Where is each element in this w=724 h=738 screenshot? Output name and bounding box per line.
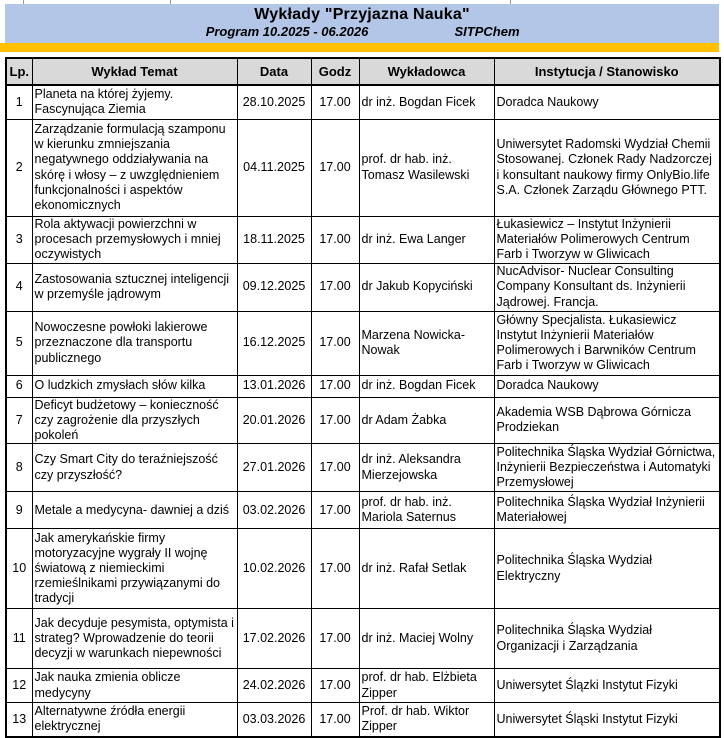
- cell-data: 24.02.2026: [237, 669, 311, 703]
- cell-lp: 5: [6, 311, 32, 375]
- column-header-wykladowca: Wykładowca: [359, 58, 494, 85]
- cell-data: 18.11.2025: [237, 216, 311, 263]
- table-row: [6, 444, 720, 492]
- cell-temat: Nowoczesne powłoki lakierowe przeznaczone dla transportu publicznego: [32, 311, 237, 375]
- cell-data: 16.12.2025: [237, 311, 311, 375]
- cell-godz: 17.00: [311, 444, 359, 492]
- cell-lp: 6: [6, 375, 32, 397]
- cell-godz: 17.00: [311, 397, 359, 444]
- cell-data: 28.10.2025: [237, 85, 311, 119]
- cell-wykladowca: dr inż. Bogdan Ficek: [359, 375, 494, 397]
- cell-temat: Jak nauka zmienia oblicze medycyny: [32, 669, 237, 703]
- cell-wykladowca: Marzena Nowicka-Nowak: [359, 311, 494, 375]
- cell-wykladowca: prof. dr hab. inż. Tomasz Wasilewski: [359, 119, 494, 216]
- cell-wykladowca: prof. dr hab. Elżbieta Zipper: [359, 669, 494, 703]
- organization-name: SITPChem: [454, 24, 520, 39]
- title-banner: [5, 4, 719, 43]
- table-row: [6, 119, 720, 216]
- cell-instytucja: Politechnika Śląska Wydział Górnictwa, Inżynierii Bezpieczeństwa i Automatyki Przemysłowej: [494, 444, 720, 492]
- table-row: [6, 492, 720, 529]
- page-title: Wykłady "Przyjazna Nauka": [254, 6, 470, 23]
- column-header-temat: Wykład Temat: [32, 58, 237, 85]
- table-row: [6, 375, 720, 397]
- column-header-data: Data: [237, 58, 311, 85]
- cell-wykladowca: Prof. dr hab. Wiktor Zipper: [359, 703, 494, 737]
- cell-lp: 4: [6, 263, 32, 311]
- cell-wykladowca: dr Adam Żabka: [359, 397, 494, 444]
- cell-temat: Rola aktywacji powierzchni w procesach przemysłowych i mniej oczywistych: [32, 216, 237, 263]
- cell-instytucja: Uniwersytet Śląski Instytut Fizyki: [494, 703, 720, 737]
- cell-lp: 8: [6, 444, 32, 492]
- cell-instytucja: Akademia WSB Dąbrowa Górnicza Prodziekan: [494, 397, 720, 444]
- cell-instytucja: Główny Specjalista. Łukasiewicz Instytut Inżynierii Materiałów Polimerowych i Barwników Centrum Farb i Tworzyw w Gliwicach: [494, 311, 720, 375]
- cell-data: 03.03.2026: [237, 703, 311, 737]
- table-row: [6, 703, 720, 737]
- cell-lp: 12: [6, 669, 32, 703]
- cell-data: 10.02.2026: [237, 529, 311, 609]
- cell-wykladowca: dr inż. Maciej Wolny: [359, 609, 494, 669]
- cell-lp: 9: [6, 492, 32, 529]
- cell-temat: Jak amerykańskie firmy motoryzacyjne wygrały II wojnę światową z niemieckimi rzemieślnikami przywiązanymi do tradycji: [32, 529, 237, 609]
- cell-temat: O ludzkich zmysłach słów kilka: [32, 375, 237, 397]
- cell-wykladowca: prof. dr hab. inż. Mariola Saternus: [359, 492, 494, 529]
- cell-wykladowca: dr inż. Aleksandra Mierzejowska: [359, 444, 494, 492]
- table-row: [6, 216, 720, 263]
- cell-instytucja: Uniwersytet Radomski Wydział Chemii Stosowanej. Członek Rady Nadzorczej i konsultant naukowy firmy OnlyBio.life S.A. Członek Zarządu Głównego PTT.: [494, 119, 720, 216]
- table-row: [6, 263, 720, 311]
- cell-temat: Zastosowania sztucznej inteligencji w przemyśle jądrowym: [32, 263, 237, 311]
- cell-data: 27.01.2026: [237, 444, 311, 492]
- column-header-lp: Lp.: [6, 58, 32, 85]
- cell-godz: 17.00: [311, 263, 359, 311]
- cell-lp: 11: [6, 609, 32, 669]
- cell-temat: Zarządzanie formulacją szamponu w kierunku zmniejszania negatywnego oddziaływania na skórę i włosy – z uwzględnieniem funkcjonalności i aspektów ekonomicznych: [32, 119, 237, 216]
- cell-instytucja: Łukasiewicz – Instytut Inżynierii Materiałów Polimerowych Centrum Farb i Tworzyw w Gliwicach: [494, 216, 720, 263]
- table-row: [6, 311, 720, 375]
- cell-instytucja: Doradca Naukowy: [494, 85, 720, 119]
- accent-bar: [0, 43, 719, 52]
- cell-instytucja: Uniwersytet Ślązki Instytut Fizyki: [494, 669, 720, 703]
- table-row: [6, 397, 720, 444]
- cell-temat: Alternatywne źródła energii elektrycznej: [32, 703, 237, 737]
- table-row: [6, 529, 720, 609]
- cell-instytucja: Politechnika Śląska Wydział Elektryczny: [494, 529, 720, 609]
- cell-lp: 7: [6, 397, 32, 444]
- schedule-table: [5, 57, 721, 738]
- column-header-instytucja: Instytucja / Stanowisko: [494, 58, 720, 85]
- cell-instytucja: Doradca Naukowy: [494, 375, 720, 397]
- cell-instytucja: NucAdvisor- Nuclear Consulting Company Konsultant ds. Inżynierii Jądrowej. Francja.: [494, 263, 720, 311]
- cell-wykladowca: dr inż. Rafał Setlak: [359, 529, 494, 609]
- cell-lp: 3: [6, 216, 32, 263]
- cell-wykladowca: dr inż. Ewa Langer: [359, 216, 494, 263]
- cell-lp: 2: [6, 119, 32, 216]
- cell-godz: 17.00: [311, 216, 359, 263]
- cell-temat: Planeta na której żyjemy. Fascynująca Ziemia: [32, 85, 237, 119]
- cell-godz: 17.00: [311, 529, 359, 609]
- banner-subtitle: [5, 24, 719, 42]
- cell-data: 09.12.2025: [237, 263, 311, 311]
- cell-data: 03.02.2026: [237, 492, 311, 529]
- cell-instytucja: Politechnika Śląska Wydział Organizacji i Zarządzania: [494, 609, 720, 669]
- schedule-table-header: [6, 58, 720, 85]
- cell-godz: 17.00: [311, 85, 359, 119]
- cell-wykladowca: dr inż. Bogdan Ficek: [359, 85, 494, 119]
- cell-godz: 17.00: [311, 609, 359, 669]
- cell-godz: 17.00: [311, 703, 359, 737]
- cell-temat: Deficyt budżetowy – konieczność czy zagrożenie dla przyszłych pokoleń: [32, 397, 237, 444]
- column-header-godz: Godz: [311, 58, 359, 85]
- cell-godz: 17.00: [311, 669, 359, 703]
- cell-instytucja: Politechnika Śląska Wydział Inżynierii Materiałowej: [494, 492, 720, 529]
- cell-temat: Metale a medycyna- dawniej a dziś: [32, 492, 237, 529]
- cell-godz: 17.00: [311, 311, 359, 375]
- program-date-range: Program 10.2025 - 06.2026: [205, 24, 369, 39]
- schedule-table-body: [6, 85, 720, 737]
- cell-godz: 17.00: [311, 119, 359, 216]
- header-row: [6, 58, 720, 85]
- table-row: [6, 669, 720, 703]
- cell-godz: 17.00: [311, 492, 359, 529]
- cell-temat: Czy Smart City do teraźniejszość czy przyszłość?: [32, 444, 237, 492]
- cell-lp: 1: [6, 85, 32, 119]
- cell-temat: Jak decyduje pesymista, optymista i strateg? Wprowadzenie do teorii decyzji w warunkach niepewności: [32, 609, 237, 669]
- cell-data: 13.01.2026: [237, 375, 311, 397]
- cell-data: 04.11.2025: [237, 119, 311, 216]
- table-row: [6, 85, 720, 119]
- cell-data: 17.02.2026: [237, 609, 311, 669]
- cell-data: 20.01.2026: [237, 397, 311, 444]
- cell-lp: 13: [6, 703, 32, 737]
- cell-lp: 10: [6, 529, 32, 609]
- cell-wykladowca: dr Jakub Kopyciński: [359, 263, 494, 311]
- table-row: [6, 609, 720, 669]
- cell-godz: 17.00: [311, 375, 359, 397]
